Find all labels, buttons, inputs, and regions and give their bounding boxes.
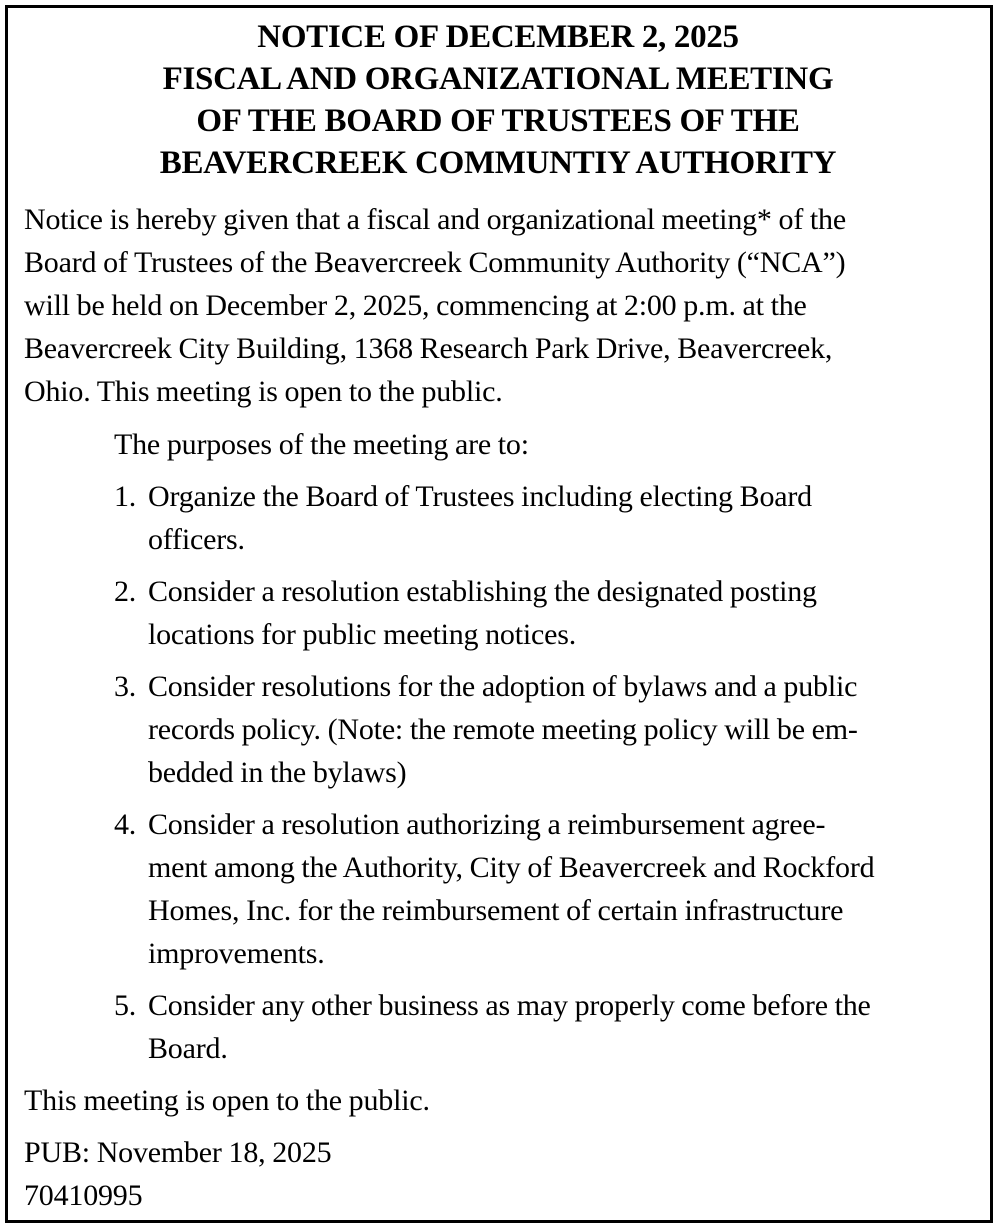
agenda-item-line: Consider resolutions for the adoption of bylaws and a public (148, 670, 858, 703)
notice-title-line: BEAVERCREEK COMMUNTIY AUTHORITY (159, 145, 837, 181)
agenda-item-2 (24, 570, 972, 656)
intro-line: Notice is hereby given that a fiscal and organizational meeting* of the (24, 203, 846, 236)
agenda-item-line: locations for public meeting notices. (148, 618, 576, 651)
agenda-item-text (148, 803, 972, 975)
agenda-item-line: Board. (148, 1032, 228, 1065)
agenda-item-number: 4. (114, 808, 137, 841)
agenda-item-text (148, 984, 972, 1070)
agenda-item-line: Organize the Board of Trustees including electing Board (148, 480, 812, 513)
agenda-item-5 (24, 984, 972, 1070)
agenda-item-line: Homes, Inc. for the reimbursement of certain infrastructure (148, 894, 844, 927)
notice-border-frame (5, 5, 993, 1223)
agenda-item-text (148, 665, 972, 794)
notice-title (24, 16, 972, 184)
agenda-item-1 (24, 475, 972, 561)
publication-date-line: PUB: November 18, 2025 (24, 1136, 332, 1169)
agenda-item-line: bedded in the bylaws) (148, 756, 407, 789)
agenda-item-number: 2. (114, 575, 137, 608)
agenda-item-line: records policy. (Note: the remote meeting policy will be em- (148, 713, 858, 746)
agenda-item-number: 3. (114, 670, 137, 703)
agenda-item-line: Consider any other business as may properly come before the (148, 989, 871, 1022)
agenda-item-4 (24, 803, 972, 975)
agenda-item-number: 5. (114, 989, 137, 1022)
agenda-item-line: Consider a resolution establishing the designated posting (148, 575, 817, 608)
notice-title-line: FISCAL AND ORGANIZATIONAL MEETING (162, 61, 834, 97)
agenda-item-line: officers. (148, 523, 245, 556)
closing-line-text: This meeting is open to the public. (24, 1084, 430, 1117)
purposes-intro (24, 423, 972, 466)
intro-line: Beavercreek City Building, 1368 Research Park Drive, Beavercreek, (24, 332, 833, 365)
agenda-item-line: improvements. (148, 937, 325, 970)
publication-block (24, 1131, 972, 1217)
notice-title-line: OF THE BOARD OF TRUSTEES OF THE (196, 103, 800, 139)
intro-line: will be held on December 2, 2025, commencing at 2:00 p.m. at the (24, 289, 807, 322)
intro-line: Board of Trustees of the Beavercreek Community Authority (“NCA”) (24, 246, 846, 279)
intro-line: Ohio. This meeting is open to the public. (24, 375, 503, 408)
agenda-item-number: 1. (114, 480, 137, 513)
agenda-item-text (148, 475, 972, 561)
purposes-intro-line: The purposes of the meeting are to: (114, 428, 529, 461)
agenda-item-3 (24, 665, 972, 794)
agenda-item-line: ment among the Authority, City of Beavercreek and Rockford (148, 851, 875, 884)
closing-line (24, 1079, 972, 1122)
notice-intro-paragraph (24, 198, 972, 413)
agenda-item-line: Consider a resolution authorizing a reimbursement agree- (148, 808, 826, 841)
notice-number: 70410995 (24, 1179, 143, 1212)
notice-title-line: NOTICE OF DECEMBER 2, 2025 (257, 19, 739, 55)
agenda-item-text (148, 570, 972, 656)
